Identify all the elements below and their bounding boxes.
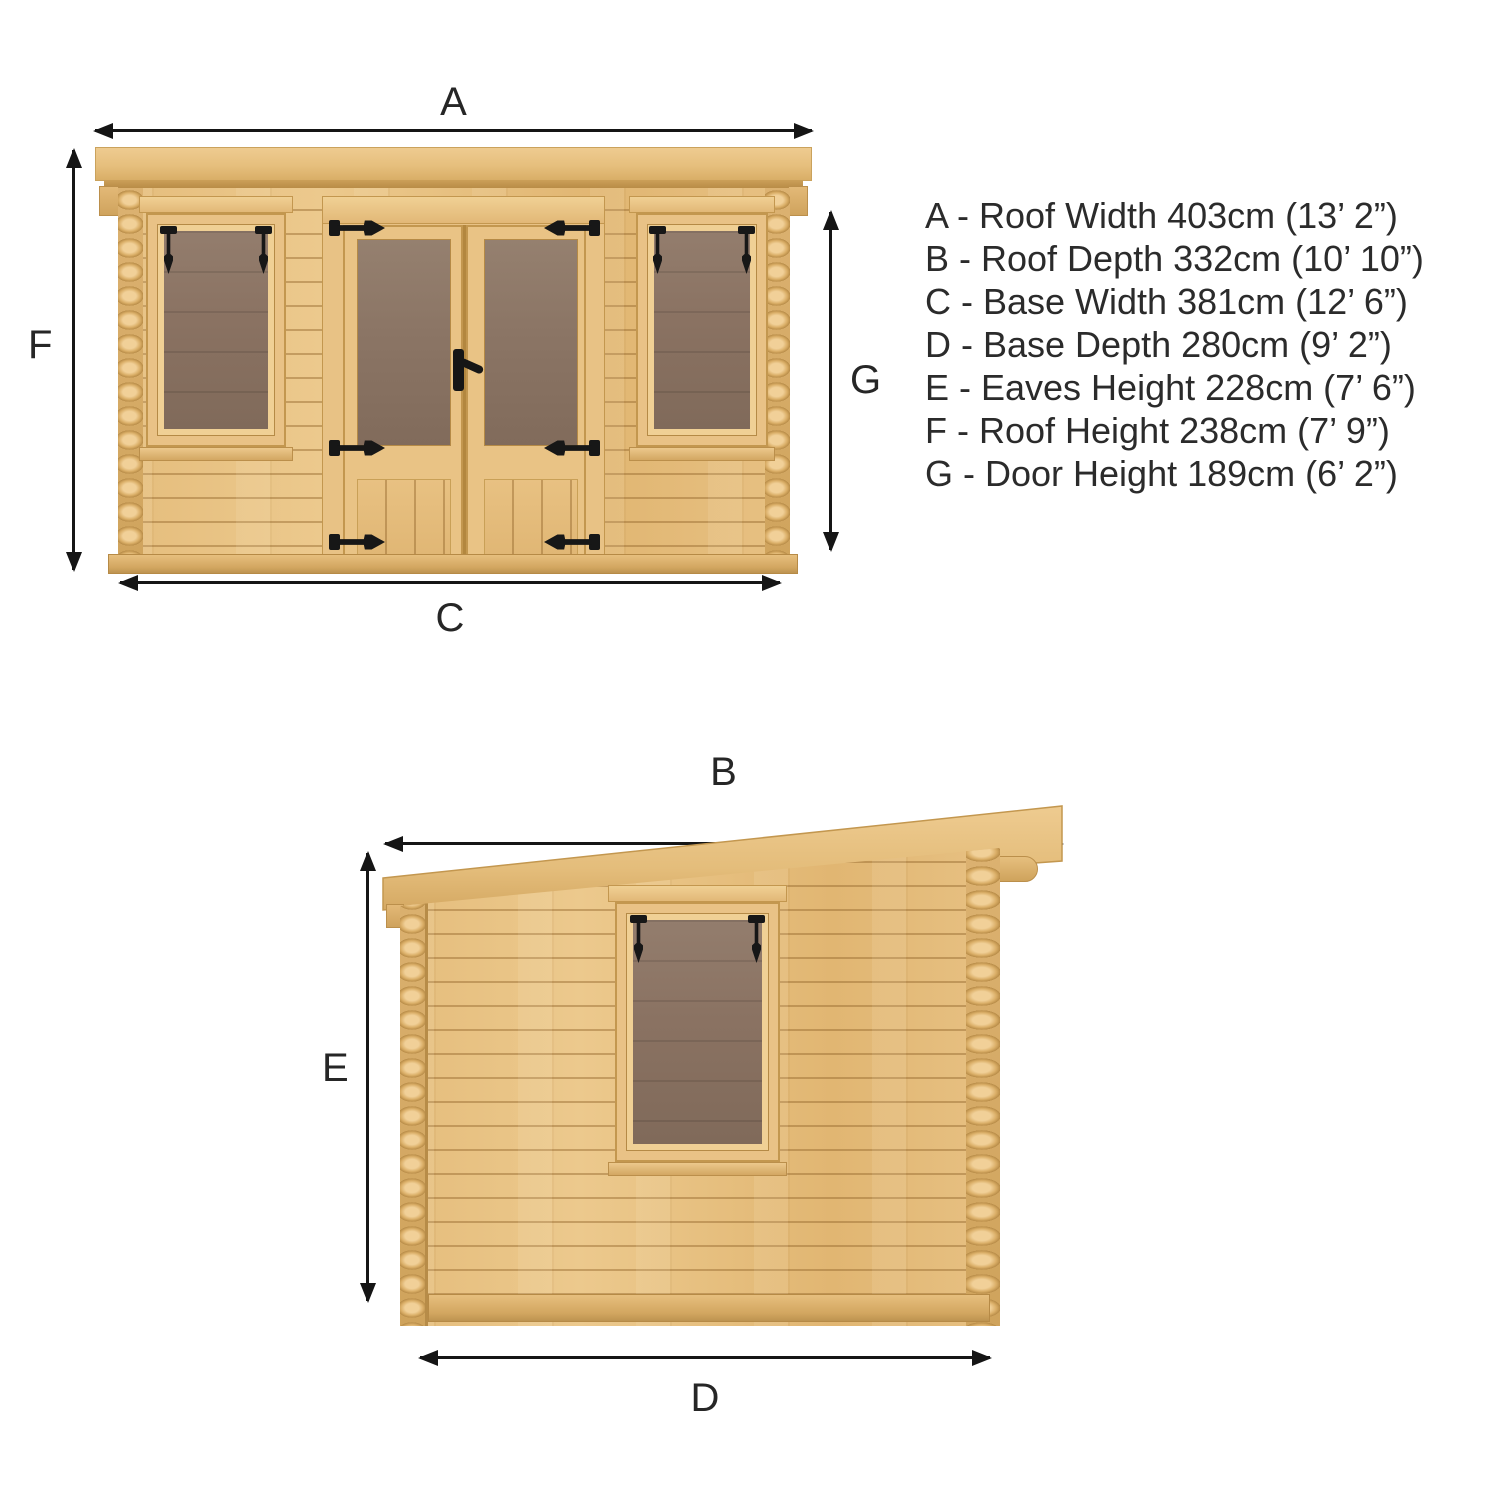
door-handle bbox=[453, 349, 464, 391]
legend-item: A - Roof Width 403cm (13’ 2”) bbox=[925, 195, 1398, 236]
front-roof bbox=[95, 147, 812, 181]
side-window bbox=[615, 902, 780, 1162]
front-roof-corner-left bbox=[99, 186, 119, 216]
dim-arrow-base-width bbox=[120, 581, 780, 584]
window-hinge bbox=[255, 226, 272, 276]
legend-item: F - Roof Height 238cm (7’ 9”) bbox=[925, 410, 1390, 451]
corner-trim bbox=[425, 840, 428, 1326]
log-ends-left bbox=[118, 188, 143, 574]
legend-item: C - Base Width 381cm (12’ 6”) bbox=[925, 281, 1408, 322]
window-glazing bbox=[627, 914, 768, 1150]
dim-label-eaves-height: E bbox=[322, 1046, 349, 1090]
door-glazing bbox=[484, 239, 578, 446]
dim-label-base-width: C bbox=[435, 596, 465, 640]
front-roof-corner-right bbox=[788, 186, 808, 216]
side-base bbox=[428, 1294, 990, 1322]
dim-arrow-roof-width bbox=[95, 129, 812, 132]
door-leaf-left bbox=[343, 225, 463, 569]
dim-label-door-height: G bbox=[850, 358, 882, 402]
window-hinge bbox=[748, 915, 765, 965]
door-hinge bbox=[329, 439, 385, 457]
window-hinge bbox=[649, 226, 666, 276]
dim-label-roof-width: A bbox=[440, 80, 467, 124]
dimension-legend bbox=[925, 194, 1424, 495]
door-hinge bbox=[544, 533, 600, 551]
window-sill bbox=[139, 447, 293, 461]
front-roof-fascia bbox=[104, 180, 803, 188]
side-purlin-end bbox=[996, 856, 1038, 882]
door-hinge bbox=[329, 219, 385, 237]
front-base bbox=[108, 554, 798, 574]
window-hinge bbox=[630, 915, 647, 965]
door-glazing bbox=[357, 239, 451, 446]
legend-item: B - Roof Depth 332cm (10’ 10”) bbox=[925, 238, 1424, 279]
legend-item: E - Eaves Height 228cm (7’ 6”) bbox=[925, 367, 1416, 408]
log-ends-right bbox=[765, 188, 790, 574]
front-double-doors bbox=[322, 196, 605, 574]
window-hinge bbox=[160, 226, 177, 276]
door-leaf-right bbox=[466, 225, 586, 569]
window-lintel bbox=[629, 196, 775, 213]
window-sill bbox=[608, 1162, 787, 1176]
window-sill bbox=[629, 447, 775, 461]
dim-label-base-depth: D bbox=[690, 1376, 720, 1420]
dim-label-roof-depth: B bbox=[710, 750, 737, 794]
dim-arrow-base-depth bbox=[420, 1356, 990, 1359]
log-ends-left bbox=[400, 840, 426, 1326]
front-window-left bbox=[146, 213, 286, 447]
door-hinge bbox=[329, 533, 385, 551]
door-hinge bbox=[544, 219, 600, 237]
door-meeting-gap bbox=[463, 225, 466, 569]
window-lintel bbox=[608, 885, 787, 902]
front-window-right bbox=[636, 213, 768, 447]
log-ends-right bbox=[966, 840, 1000, 1326]
dim-label-roof-height: F bbox=[28, 323, 53, 367]
legend-item: G - Door Height 189cm (6’ 2”) bbox=[925, 453, 1398, 494]
window-lintel bbox=[139, 196, 293, 213]
dim-arrow-roof-height bbox=[72, 150, 75, 570]
window-hinge bbox=[738, 226, 755, 276]
door-hinge bbox=[544, 439, 600, 457]
dim-arrow-eaves-height bbox=[366, 853, 369, 1301]
dim-arrow-door-height bbox=[829, 212, 832, 550]
legend-item: D - Base Depth 280cm (9’ 2”) bbox=[925, 324, 1392, 365]
